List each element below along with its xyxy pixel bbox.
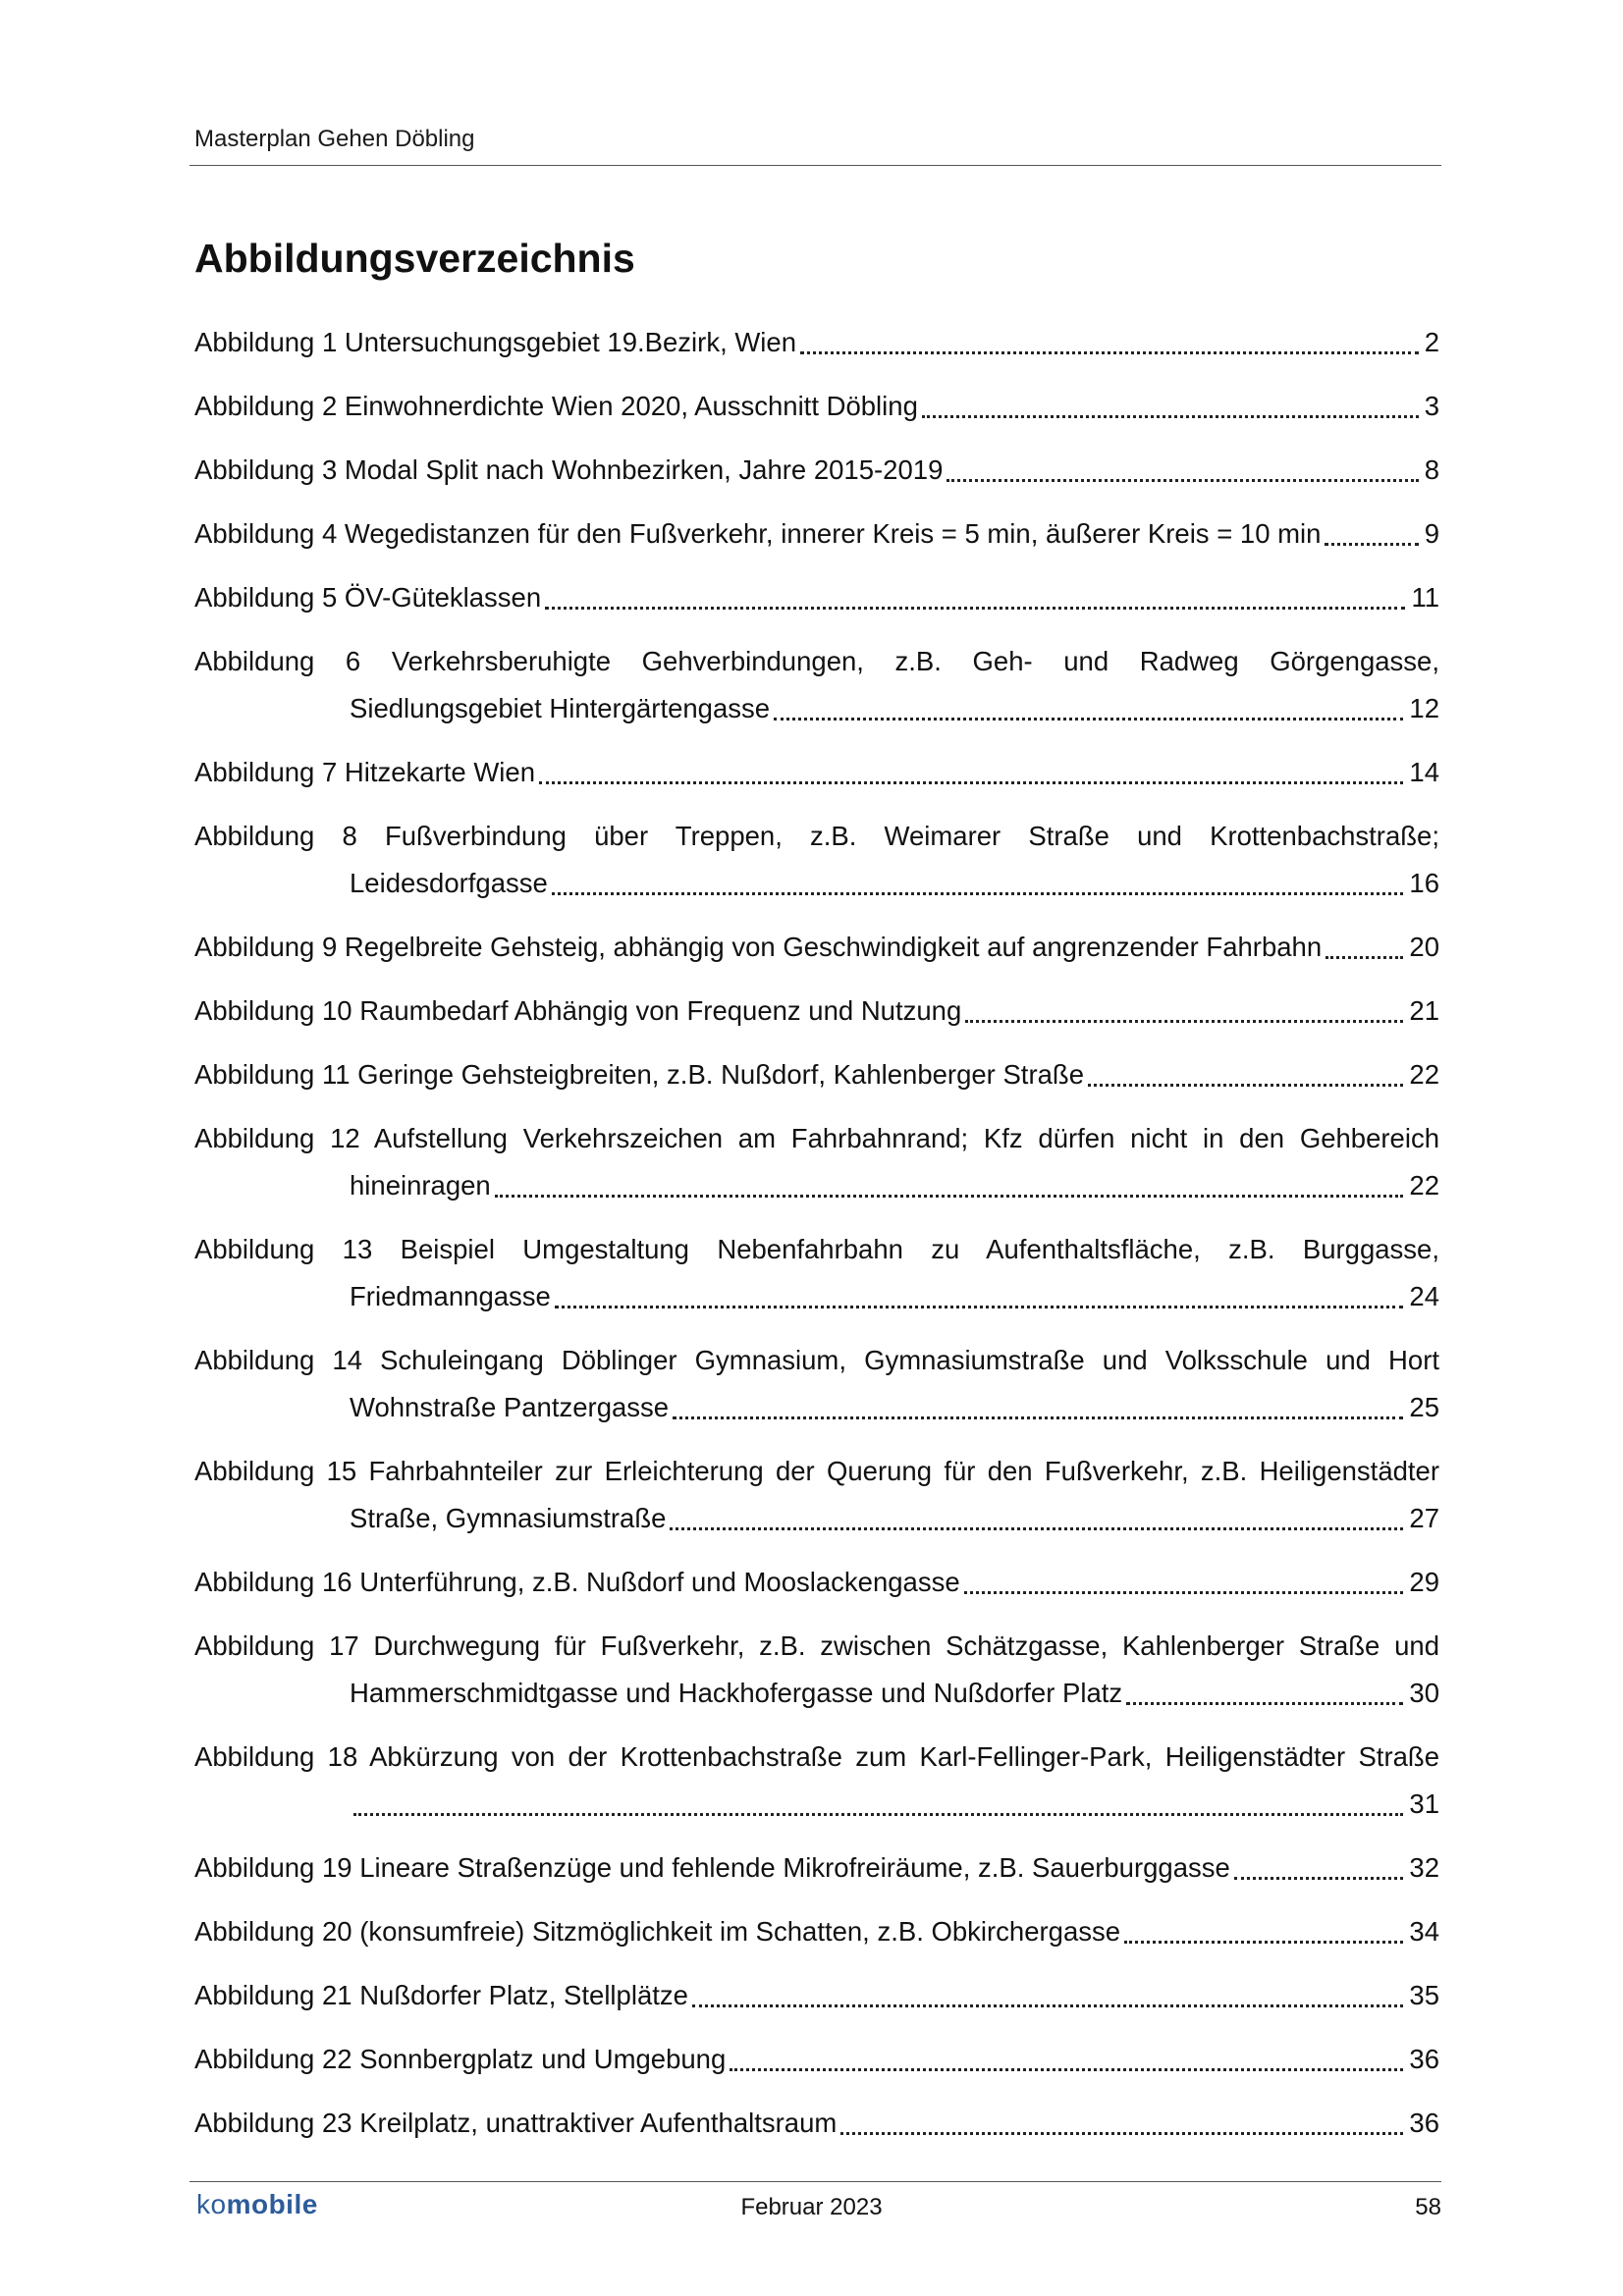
figure-entry-label: Abbildung 3 Modal Split nach Wohnbezirken, Jahre 2015-2019 [194, 454, 944, 485]
figure-entry[interactable] [194, 510, 1439, 558]
running-header: Masterplan Gehen Döbling [194, 126, 475, 152]
figure-entry-page: 36 [1409, 2044, 1439, 2074]
figure-entry-page: 30 [1409, 1678, 1439, 1708]
figure-entry-label: Abbildung 12 Aufstellung Verkehrszeichen am Fahrbahnrand; Kfz dürfen nicht in den Gehbereich [194, 1123, 1439, 1153]
figure-entry-page: 11 [1411, 582, 1439, 613]
dot-leader [774, 718, 1403, 721]
figure-entry-page: 32 [1409, 1852, 1439, 1883]
dot-leader [692, 2004, 1403, 2007]
dot-leader [730, 2068, 1403, 2071]
figure-entry[interactable] [194, 319, 1439, 366]
figure-entry-page: 21 [1409, 995, 1439, 1026]
figure-entry-label: Abbildung 11 Geringe Gehsteigbreiten, z.B. Nußdorf, Kahlenberger Straße [194, 1059, 1084, 1090]
logo-prefix: ko [196, 2189, 227, 2219]
figure-entry[interactable] [194, 924, 1439, 971]
figure-entry-label: Abbildung 1 Untersuchungsgebiet 19.Bezirk, Wien [194, 327, 797, 357]
figure-entry-label: Abbildung 15 Fahrbahnteiler zur Erleichterung der Querung für den Fußverkehr, z.B. Heiligenstädter [194, 1456, 1439, 1486]
figure-entry-page: 27 [1409, 1503, 1439, 1533]
dot-leader [965, 1020, 1403, 1023]
figure-entry-label: Abbildung 16 Unterführung, z.B. Nußdorf und Mooslackengasse [194, 1567, 960, 1597]
dot-leader [1325, 543, 1418, 546]
figure-list [194, 319, 1439, 2163]
dot-leader [555, 1306, 1404, 1308]
figure-entry[interactable] [194, 1972, 1439, 2019]
figure-entry-label-continuation: Friedmanngasse [350, 1281, 551, 1311]
figure-entry[interactable] [194, 1623, 1439, 1717]
figure-entry-page: 25 [1409, 1392, 1439, 1422]
figure-entry-page: 20 [1409, 932, 1439, 962]
figure-entry-label: Abbildung 22 Sonnbergplatz und Umgebung [194, 2044, 727, 2074]
figure-entry-label: Abbildung 14 Schuleingang Döblinger Gymnasium, Gymnasiumstraße und Volksschule und Hort [194, 1345, 1439, 1375]
dot-leader [922, 415, 1419, 418]
dot-leader [1124, 1941, 1403, 1944]
figure-entry[interactable] [194, 638, 1439, 732]
figure-entry-page: 12 [1409, 693, 1439, 723]
dot-leader [495, 1195, 1404, 1198]
figure-entry-label-continuation: Siedlungsgebiet Hintergärtengasse [350, 693, 771, 723]
figure-entry[interactable] [194, 813, 1439, 907]
figure-entry-label-continuation: Hammerschmidtgasse und Hackhofergasse und Nußdorfer Platz [350, 1678, 1123, 1708]
figure-entry-page: 16 [1409, 868, 1439, 898]
figure-entry-label: Abbildung 19 Lineare Straßenzüge und fehlende Mikrofreiräume, z.B. Sauerburggasse [194, 1852, 1230, 1883]
dot-leader [545, 607, 1405, 610]
figure-entry-label: Abbildung 10 Raumbedarf Abhängig von Frequenz und Nutzung [194, 995, 962, 1026]
figure-entry-label-continuation: Wohnstraße Pantzergasse [350, 1392, 670, 1422]
dot-leader [1234, 1877, 1404, 1880]
figure-entry[interactable] [194, 2036, 1439, 2083]
figure-entry-label-continuation: Straße, Gymnasiumstraße [350, 1503, 667, 1533]
figure-entry[interactable] [194, 1115, 1439, 1209]
dot-leader [800, 351, 1419, 354]
figure-entry-label: Abbildung 4 Wegedistanzen für den Fußverkehr, innerer Kreis = 5 min, äußerer Kreis = 10 min [194, 518, 1322, 549]
page-number: 58 [1415, 2194, 1441, 2220]
figure-entry-label: Abbildung 18 Abkürzung von der Krottenbachstraße zum Karl-Fellinger-Park, Heiligenstädter Straße [194, 1741, 1439, 1772]
figure-entry-label-continuation: Leidesdorfgasse [350, 868, 548, 898]
dot-leader [1325, 956, 1403, 959]
figure-entry[interactable] [194, 1226, 1439, 1320]
figure-entry-page: 8 [1424, 454, 1439, 485]
figure-entry[interactable] [194, 1051, 1439, 1098]
figure-entry-label: Abbildung 13 Beispiel Umgestaltung Nebenfahrbahn zu Aufenthaltsfläche, z.B. Burggasse, [194, 1234, 1439, 1264]
figure-entry[interactable] [194, 383, 1439, 430]
figure-entry-page: 3 [1424, 391, 1439, 421]
figure-entry[interactable] [194, 2100, 1439, 2147]
figure-entry-page: 22 [1409, 1059, 1439, 1090]
figure-entry[interactable] [194, 1337, 1439, 1431]
figure-entry[interactable] [194, 1844, 1439, 1892]
figure-entry-page: 22 [1409, 1170, 1439, 1201]
dot-leader [1088, 1084, 1403, 1087]
figure-entry[interactable] [194, 1734, 1439, 1828]
figure-entry[interactable] [194, 447, 1439, 494]
figure-entry-label: Abbildung 7 Hitzekarte Wien [194, 757, 535, 787]
figure-entry-label: Abbildung 8 Fußverbindung über Treppen, z.B. Weimarer Straße und Krottenbachstraße; [194, 821, 1439, 851]
logo-suffix: mobile [226, 2189, 318, 2219]
figure-entry[interactable] [194, 1559, 1439, 1606]
figure-entry[interactable] [194, 1908, 1439, 1955]
dot-leader [353, 1813, 1403, 1816]
figure-entry[interactable] [194, 988, 1439, 1035]
footer-date: Februar 2023 [740, 2194, 883, 2220]
dot-leader [947, 479, 1418, 482]
figure-entry-page: 9 [1424, 518, 1439, 549]
dot-leader [964, 1591, 1404, 1594]
figure-entry-label-continuation: hineinragen [350, 1170, 491, 1201]
figure-entry[interactable] [194, 1448, 1439, 1542]
dot-leader [539, 781, 1403, 784]
figure-entry-label: Abbildung 23 Kreilplatz, unattraktiver Aufenthaltsraum [194, 2108, 838, 2138]
figure-entry-label: Abbildung 6 Verkehrsberuhigte Gehverbindungen, z.B. Geh- und Radweg Görgengasse, [194, 646, 1439, 676]
figure-entry[interactable] [194, 749, 1439, 796]
figure-entry-page: 34 [1409, 1916, 1439, 1947]
figure-entry-page: 31 [1409, 1789, 1439, 1819]
figure-entry-page: 2 [1424, 327, 1439, 357]
dot-leader [840, 2132, 1403, 2135]
figure-entry-label: Abbildung 5 ÖV-Güteklassen [194, 582, 542, 613]
footer-rule [189, 2181, 1441, 2182]
figure-entry-label: Abbildung 2 Einwohnerdichte Wien 2020, Ausschnitt Döbling [194, 391, 918, 421]
figure-entry-page: 14 [1409, 757, 1439, 787]
figure-entry-page: 36 [1409, 2108, 1439, 2138]
figure-entry-label: Abbildung 20 (konsumfreie) Sitzmöglichkeit im Schatten, z.B. Obkirchergasse [194, 1916, 1121, 1947]
dot-leader [1126, 1702, 1403, 1705]
figure-entry-page: 24 [1409, 1281, 1439, 1311]
figure-entry-label: Abbildung 9 Regelbreite Gehsteig, abhängig von Geschwindigkeit auf angrenzender Fahrbahn [194, 932, 1323, 962]
header-rule [189, 165, 1441, 166]
figure-entry[interactable] [194, 574, 1439, 621]
dot-leader [552, 892, 1404, 895]
figure-entry-label: Abbildung 17 Durchwegung für Fußverkehr, z.B. zwischen Schätzgasse, Kahlenberger Straße und [194, 1630, 1439, 1661]
page-title: Abbildungsverzeichnis [194, 236, 635, 281]
dot-leader [673, 1416, 1403, 1419]
figure-entry-label: Abbildung 21 Nußdorfer Platz, Stellplätze [194, 1980, 688, 2010]
dot-leader [670, 1527, 1403, 1530]
figure-entry-page: 35 [1409, 1980, 1439, 2010]
figure-entry-page: 29 [1409, 1567, 1439, 1597]
